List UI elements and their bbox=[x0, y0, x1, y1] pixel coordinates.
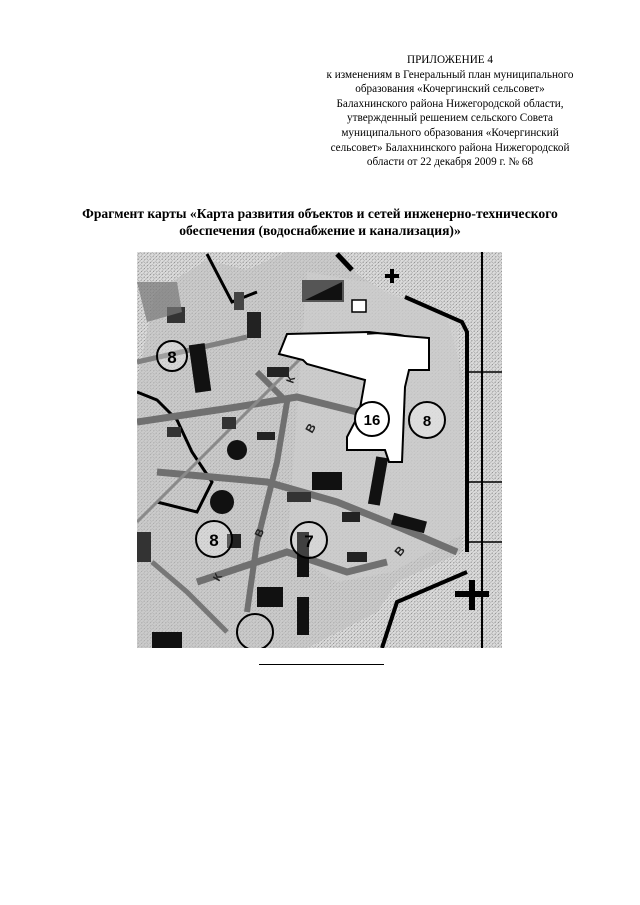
appendix-line: области от 22 декабря 2009 г. № 68 bbox=[366, 156, 534, 169]
appendix-line: муниципального образования «Кочергинский bbox=[341, 126, 559, 139]
document-title bbox=[30, 205, 610, 239]
appendix-line: утвержденный решением сельского Совета bbox=[347, 112, 553, 125]
appendix-line: Балахнинского района Нижегородской области, bbox=[336, 97, 564, 110]
network-label: К bbox=[211, 571, 225, 584]
small-parcel bbox=[352, 300, 366, 312]
network-label: В bbox=[252, 526, 268, 540]
map-image bbox=[137, 252, 502, 648]
zone-marker bbox=[157, 341, 187, 371]
appendix-line: образования «Кочергинский сельсовет» bbox=[355, 83, 545, 96]
building bbox=[257, 587, 283, 607]
building bbox=[347, 552, 367, 562]
water-tower-icon bbox=[210, 490, 234, 514]
building bbox=[152, 632, 182, 648]
title-line: обеспечения (водоснабжение и канализация)» bbox=[179, 223, 461, 238]
svg-text:8: 8 bbox=[422, 413, 432, 430]
building bbox=[257, 432, 275, 440]
appendix-header bbox=[290, 53, 610, 170]
building bbox=[247, 312, 261, 338]
network-label: В bbox=[302, 420, 319, 436]
building bbox=[297, 597, 309, 635]
building bbox=[234, 292, 244, 310]
title-line: Фрагмент карты «Карта развития объектов и сетей инженерно-технического bbox=[82, 206, 558, 221]
svg-text:8: 8 bbox=[209, 531, 219, 550]
zone-marker bbox=[409, 402, 445, 438]
zone-marker bbox=[355, 402, 389, 436]
appendix-line: сельсовет» Балахнинского района Нижегородской bbox=[330, 141, 570, 154]
building bbox=[287, 492, 311, 502]
svg-text:8: 8 bbox=[167, 348, 177, 367]
zone-marker bbox=[196, 521, 232, 557]
end-divider bbox=[259, 664, 384, 665]
zone-marker bbox=[291, 522, 327, 558]
svg-text:16: 16 bbox=[363, 412, 381, 429]
svg-text:7: 7 bbox=[304, 532, 314, 551]
building bbox=[312, 472, 342, 490]
map-fragment bbox=[137, 252, 502, 648]
network-label: В bbox=[391, 543, 408, 559]
building bbox=[342, 512, 360, 522]
appendix-number: ПРИЛОЖЕНИЕ 4 bbox=[406, 54, 493, 66]
water-tower-icon bbox=[227, 440, 247, 460]
network-label: К bbox=[284, 374, 299, 386]
building bbox=[222, 417, 236, 429]
appendix-line: к изменениям в Генеральный план муниципального bbox=[326, 68, 574, 81]
